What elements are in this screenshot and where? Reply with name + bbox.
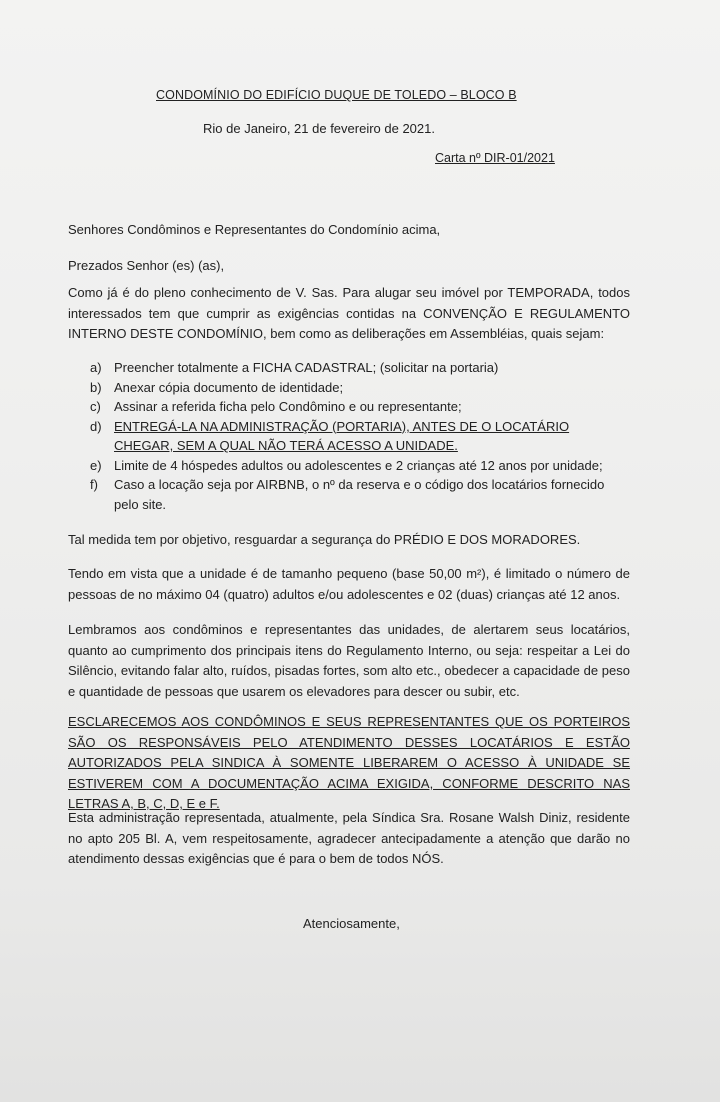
list-item-text: Caso a locação seja por AIRBNB, o nº da reserva e o código dos locatários fornecido pelo site. — [114, 477, 605, 512]
list-item-marker: c) — [90, 399, 101, 414]
list-item — [90, 456, 630, 476]
unit-limit-paragraph: Tendo em vista que a unidade é de tamanho pequeno (base 50,00 m²), é limitado o número de pessoas de no máximo 04 (quatro) adultos e/ou adolescentes e 02 (duas) crianças até 12 anos. — [68, 566, 630, 602]
list-item-text: Anexar cópia documento de identidade; — [114, 379, 344, 395]
letter-heading: CONDOMÍNIO DO EDIFÍCIO DUQUE DE TOLEDO – BLOCO B — [156, 88, 517, 102]
list-item — [90, 417, 630, 456]
addressee-line: Senhores Condôminos e Representantes do Condomínio acima, — [68, 222, 441, 237]
requirements-list — [90, 358, 630, 514]
objective-paragraph: Tal medida tem por objetivo, resguardar a segurança do PRÉDIO E DOS MORADORES. — [68, 532, 581, 547]
administration-paragraph: Esta administração representada, atualmente, pela Síndica Sra. Rosane Walsh Diniz, residente no apto 205 Bl. A, vem respeitosamente, agradecer antecipadamente a atenção que darão no atendimento dessas exigências que é para o bem de todos NÓS. — [68, 810, 630, 866]
salutation-line: Prezados Senhor (es) (as), — [68, 258, 225, 273]
list-item-text: Assinar a referida ficha pelo Condômino e ou representante; — [114, 399, 462, 414]
list-item-marker: a) — [90, 360, 102, 375]
letter-reference: Carta nº DIR-01/2021 — [435, 151, 555, 165]
reminder-paragraph: Lembramos aos condôminos e representantes das unidades, de alertarem seus locatários, quanto ao cumprimento dos principais itens do Regulamento Interno, ou seja: respeitar a Lei do Silêncio, evitando falar alto, ruídos, pisadas fortes, som alto etc., obedecer a capacidade de peso e quantidade de pessoas que usarem os elevadores para descer ou subir, etc. — [68, 622, 630, 699]
list-item-text: ENTREGÁ-LA NA ADMINISTRAÇÃO (PORTARIA), ANTES DE O LOCATÁRIO CHEGAR, SEM A QUAL NÃO TERÁ ACESSO A UNIDADE. — [114, 418, 570, 453]
closing-line: Atenciosamente, — [303, 916, 400, 931]
letter-dateline: Rio de Janeiro, 21 de fevereiro de 2021. — [203, 121, 435, 136]
intro-paragraph: Como já é do pleno conhecimento de V. Sas. Para alugar seu imóvel por TEMPORADA, todos interessados tem que cumprir as exigências contidas na CONVENÇÃO E REGULAMENTO INTERNO DESTE CONDOMÍNIO, bem como as deliberações em Assembléias, quais sejam: — [68, 285, 630, 341]
list-item-marker: d) — [90, 418, 102, 434]
clarification-paragraph: ESCLARECEMOS AOS CONDÔMINOS E SEUS REPRESENTANTES QUE OS PORTEIROS SÃO OS RESPONSÁVEIS PELO ATENDIMENTO DESSES LOCATÁRIOS E ESTÃO AUTORIZADOS PELA SINDICA À SOMENTE LIBERAREM O ACESSO À UNIDADE SE ESTIVEREM COM A DOCUMENTAÇÃO ACIMA EXIGIDA, CONFORME DESCRITO NAS LETRAS A, B, C, D, E e F. — [68, 714, 630, 811]
list-item — [90, 378, 630, 398]
list-item-text: Preencher totalmente a FICHA CADASTRAL; (solicitar na portaria) — [114, 360, 499, 375]
list-item — [90, 397, 630, 417]
list-item-marker: f) — [90, 477, 98, 492]
list-item-text: Limite de 4 hóspedes adultos ou adolescentes e 2 crianças até 12 anos por unidade; — [114, 457, 603, 473]
list-item-marker: e) — [90, 457, 102, 473]
list-item — [90, 358, 630, 378]
list-item — [90, 475, 630, 514]
list-item-marker: b) — [90, 379, 102, 395]
